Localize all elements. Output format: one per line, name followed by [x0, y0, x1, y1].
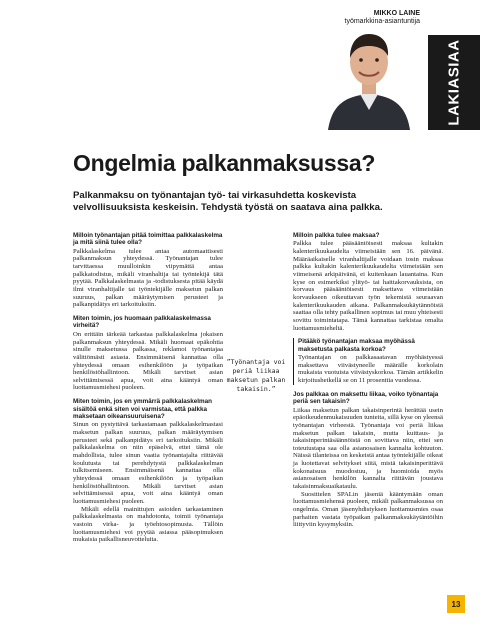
left-column: [73, 232, 223, 550]
body-paragraph: On erittäin tärkeää tarkastaa palkkalaskelma jokaisen palkanmaksun yhteydessä. Mikäli huomaat epäkohtia sinulle maksetussa palkassa, reklamoi työnantajaa välittömästi asiasta. Ensimmäisenä kannattaa olla yhteydessä omaan esihenkilöön ja työpaikan henkilöstöhallintoon. Mikäli tarvitset asian selvittämisessä apua, voit aina kääntyä oman luottamusmiehesi puoleen.: [73, 330, 223, 392]
body-paragraph: Mikäli edellä mainittujen asioiden tarkastaminen palkkalaskelmasta on mahdotonta, toimii työnantaja vastoin virka- ja työehtosopimusta. Tällöin luottamusmiehesi voi pyytää asiassa pääsopimuksen mukaisia paikallisneuvotteluita.: [73, 505, 223, 544]
question-heading: Miten toimin, jos huomaan palkkalaskelmassa virheitä?: [73, 315, 211, 330]
section-tab-label: LAKIASIAA: [445, 39, 463, 126]
right-column: [293, 232, 443, 535]
author-portrait: [324, 26, 414, 130]
page-number: 13: [447, 595, 465, 613]
author-name: MIKKO LAINE: [373, 10, 420, 17]
body-paragraph: Työnantajan on palkkasaatavan myöhästyessä maksettava viivästyneelle määrälle korkolain mukaista vuotuista viivästyskorkoa. Tämän artikkelin kirjoitushetkellä se on 11 prosenttia vuodessa.: [298, 354, 443, 385]
question-heading: Jos palkkaa on maksettu liikaa, voiko työnantaja periä sen takaisin?: [293, 390, 439, 406]
question-heading: Pitääkö työnantajan maksaa myöhässä maksetusta palkasta korkoa?: [298, 338, 415, 353]
highlight-box: [293, 338, 443, 384]
question-heading: Miten toimin, jos en ymmärrä palkkalaskelman sisältöä enkä siten voi varmistaa, että palkka maksetaan oikeansuuruisena?: [73, 398, 212, 420]
headline: Ongelmia palkanmaksussa?: [73, 150, 376, 176]
section-tab: [428, 35, 480, 130]
body-paragraph: Sinun on pystyttävä tarkastamaan palkkalaskelmastasi maksetun palkan suuruus, palkan määräytymisen perusteet sekä palkanpidätys eri tarkoituksiin. Mikäli palkkalaskelma on niin epäselvä, ettei tämä ole mahdollista, tulee sinun vaatia työnantajalta riittävää koulutusta tai perehdytystä palkkalaskelman tulkitsemiseen. Ensimmäisenä kannattaa olla yhteydessä omaan esihenkilöön ja työpaikan henkilöstöhallintoon. Mikäli tarvitset asian selvittämisessä apua, voit aina kääntyä oman luottamusmiehesi puoleen.: [73, 421, 223, 505]
author-role: työmarkkina-asiantuntija: [344, 18, 420, 25]
body-paragraph: Palkkalaskelma tulee antaa automaattisesti palkanmaksun yhteydessä. Työnantajan tulee tarvittaessa muulloinkin viipymättä antaa palkkatodistus, mikäli viranhaltija tai työntekijä tätä pyytää. Palkkalaskelmasta ja -todistuksesta pitää käydä ilmi viranhaltijalle tai työntekijälle maksetun palkan suuruus, palkan määräytymisen perusteet ja palkanpidätys eri tarkoituksiin.: [73, 247, 223, 309]
body-paragraph: Suosittelen SPALin jäseniä kääntymään oman luottamusmiehensä puoleen, mikäli palkanmaksussa on ongelmia. Oman jäsenyhdistyksen luottamusmies osaa parhaiten vastata työpaikan palkanmaksukäytäntöihin liittyviin kysymyksiin.: [293, 490, 443, 529]
author-byline: [345, 10, 420, 26]
question-heading: Milloin palkka tulee maksaa?: [293, 232, 380, 239]
question-heading: Milloin työnantajan pitää toimittaa palkkalaskelma ja mitä siinä tulee olla?: [73, 232, 223, 247]
lead-paragraph: Palkanmaksu on työnantajan työ- tai virkasuhdetta koskevista velvollisuuksista keskeisin. Tehdystä työstä on saatava aina palkka.: [73, 190, 383, 213]
body-paragraph: Liikaa maksetun palkan takaisinperintä herättää usein epäoikeudenmukaisuuden tunteita, sillä kyse on yleensä työnantajan virheestä. Työnantaja voi periä liikaa maksetun palkan takaisin, mutta kuittaus- ja takaisinperintäsäännöistä on sovittava niin, ettei sen toteutustapa saa olla asianosaisen kannalta kohtuuton. Näissä tilanteissa on keskeistä antaa työntekijälle oikeat ja luotettavat selvitykset siitä, mistä takaisinperittävä kokonaisuus muodostuu, ja huomioida myös asianosaisen henkilön kannalta riittävän joustava takaisinmaksuaikataulu.: [293, 406, 443, 491]
body-paragraph: Palkka tulee pääsääntöisesti maksaa kultakin kalenterikuukaudelta viimeistään sen 16. päivänä. Määräaikaiselle viranhaltijalle voidaan tosin maksaa palkka kultakin kalenterikuukaudelta viimeistään sen viimeisenä arkipäivänä, ei kuitenkaan lauantaina. Kun kyse on esimerkiksi ylityö- tai haittakorvauksista, on korvaus pääsääntöisesti maksettava viimeistään korvaukseen oikeuttavan työn tekemistä seuraavan kalenterikuukauden aikana. Palkanmaksukäytännöistä saattaa olla tehty paikallinen sopimus tai muu yhteisesti sovittu toimintatapa. Tämä kannattaa tarkistaa omalta luottamusmieheltä.: [293, 240, 443, 332]
pull-quote: ”Työnantaja voi periä liikaa maksetun palkan takaisin.”: [226, 358, 286, 393]
